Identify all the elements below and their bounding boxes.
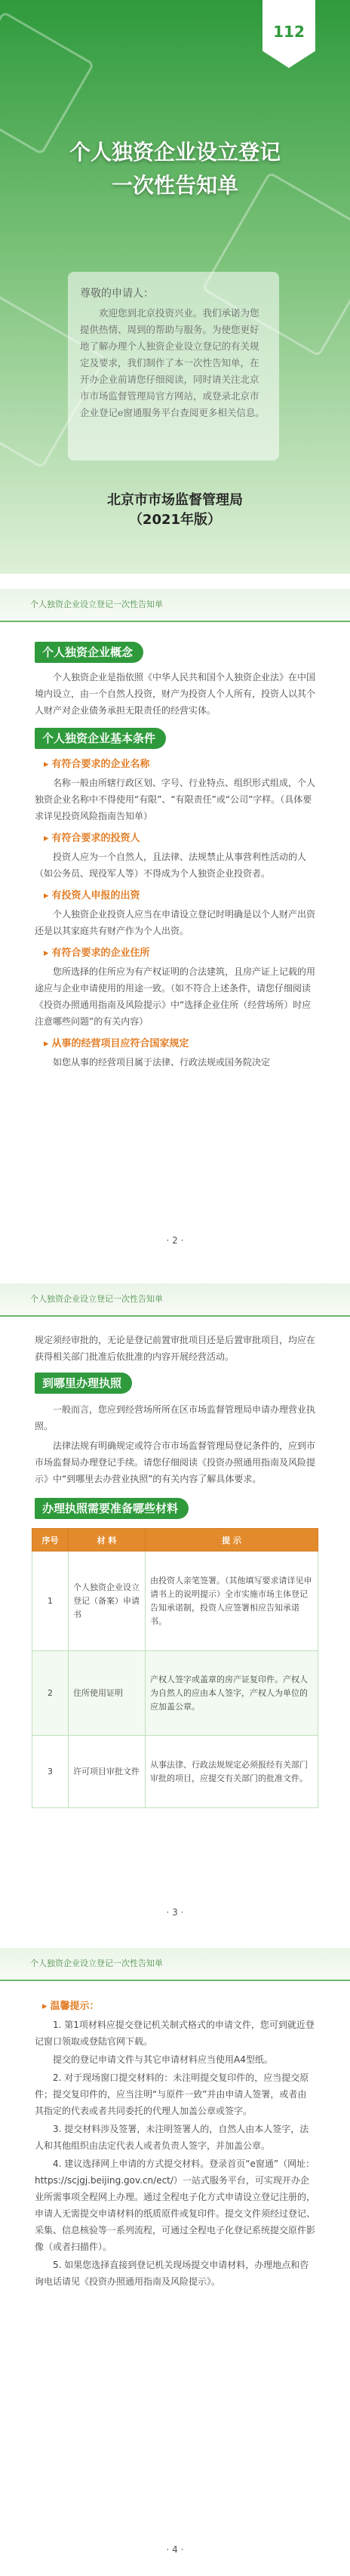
condition-business-text: 如您从事的经营项目属于法律、行政法规或国务院决定 — [53, 1057, 271, 1068]
row-tip: 由投资人亲笔签署。（其他填写要求请详见申请书上的说明提示）全市实施市场主体登记告知承诺制，投资人应签署相应告知承诺书。 — [146, 1551, 318, 1651]
condition-address-heading: ▸ 有符合要求的企业住所 — [44, 945, 350, 962]
letter-body: 欢迎您到北京投资兴业。我们承诺为您提供热情、周到的帮助与服务。为使您更好地了解办理个人独资企业设立登记的有关规定及要求，我们制作了本一次性告知单，在开办企业前请您仔细阅读，同时请关注北京市市场监督管理局官方网站，或登录北京市企业登记e窗通服务平台查阅更多相关信息。 — [80, 307, 265, 418]
page-header: 个人独资企业设立登记一次性告知单 — [0, 1283, 350, 1317]
where-text-2: 法律法规有明确规定或符合市市场监督管理局登记条件的，应到市市场监督局办理登记手续。请您仔细阅读《投资办照通用指南及风险提示》中“到哪里去办营业执照”的有关内容了解具体要求。 — [35, 1441, 316, 1484]
edition-year: （2021年版） — [128, 512, 222, 528]
section-heading-materials: 办理执照需要准备哪些材料 — [35, 1498, 189, 1519]
tip-item: 5. 如果您选择直接到登记机关现场提交申请材料，办理地点和咨询电话请见《投资办照通用指南及风险提示》。 — [35, 2260, 309, 2287]
column-header-no: 序号 — [32, 1529, 69, 1551]
condition-investor-heading: ▸ 有符合要求的投资人 — [44, 830, 350, 847]
cover-title — [0, 136, 350, 202]
table-row — [32, 1736, 318, 1808]
badge-number: 112 — [273, 23, 305, 41]
row-material: 住所使用证明 — [69, 1651, 146, 1736]
hexagon-decoration — [0, 11, 95, 155]
tip-item: 4. 建议选择网上申请的方式提交材料。登录首页“e窗通”（网址：https://scjgj.beijing.gov.cn/ect/）一站式服务平台，可实现开办企业所需事项全程网上办理。通过全程电子化方式申请设立登记注册的，申请人无需提交申请材料的纸质原件或复印件。提交文件须经过登记、采集、信息核验等一系列流程，可通过全程电子化登记系统提交原件影像（或者扫描件）。 — [35, 2158, 316, 2252]
page-number: · 3 · — [166, 1907, 184, 1918]
page-4 — [0, 1948, 350, 2576]
page-header: 个人独资企业设立登记一次性告知单 — [0, 589, 350, 622]
condition-address-text: 您所选择的住所应为有产权证明的合法建筑，且房产证上记载的用途应与企业申请使用的用途一致。（如不符合上述条件，请您仔细阅读《投资办照通用指南及风险提示》中“选择企业住所（经营场所）时应注意哪些问题”的有关内容） — [35, 966, 316, 1027]
intro-letter — [68, 272, 279, 461]
cover — [0, 0, 350, 574]
row-tip: 产权人签字或盖章的房产证复印件。产权人为自然人的应由本人签字，产权人为单位的应加盖公章。 — [146, 1651, 318, 1736]
letter-greeting: 尊敬的申请人： — [80, 288, 154, 300]
org-name: 北京市市场监督管理局 — [107, 492, 243, 508]
tip-item: 1. 第1项材料应提交登记机关制式格式的申请文件，您可到就近登记窗口领取或登陆官网下载。 — [35, 2020, 315, 2047]
section-heading-concept: 个人独资企业概念 — [35, 642, 143, 663]
column-header-material: 材 料 — [69, 1529, 146, 1551]
materials-table — [32, 1528, 318, 1808]
page-number: · 2 · — [166, 1235, 184, 1246]
row-number: 2 — [32, 1651, 69, 1736]
row-tip: 从事法律、行政法规规定必须报经有关部门审批的项目，应提交有关部门的批准文件。 — [146, 1736, 318, 1808]
table-row — [32, 1551, 318, 1651]
where-text-1: 一般而言，您应到经营场所所在区市场监督管理局申请办理营业执照。 — [35, 1404, 316, 1431]
concept-text: 个人独资企业是指依照《中华人民共和国个人独资企业法》在中国境内设立，由一个自然人投资，财产为投资人个人所有，投资人以其个人财产对企业债务承担无限责任的经营实体。 — [35, 672, 316, 716]
row-number: 3 — [32, 1736, 69, 1808]
condition-investor-text: 投资人应为一个自然人，且法律、法规禁止从事营利性活动的人（如公务员、现役军人等）不得成为个人独资企业投资者。 — [35, 852, 307, 879]
cover-organization — [0, 491, 350, 530]
column-header-tip: 提 示 — [146, 1529, 318, 1551]
cover-title-line1: 个人独资企业设立登记 — [69, 140, 281, 165]
condition-name-heading: ▸ 有符合要求的企业名称 — [44, 756, 350, 773]
business-continuation-text: 规定须经审批的，无论是登记前置审批项目还是后置审批项目，均应在获得相关部门批准后依批准的内容开展经营活动。 — [35, 1335, 316, 1362]
row-material: 许可项目审批文件 — [69, 1736, 146, 1808]
condition-capital-heading: ▸ 有投资人申报的出资 — [44, 888, 350, 904]
page-3 — [0, 1283, 350, 1933]
section-heading-where: 到哪里办理执照 — [35, 1373, 132, 1394]
page-2 — [0, 589, 350, 1268]
tip-item: 提交的登记申请文件与其它申请材料应当使用A4型纸。 — [53, 2054, 273, 2065]
page-header: 个人独资企业设立登记一次性告知单 — [0, 1948, 350, 1981]
condition-business-heading: ▸ 从事的经营项目应符合国家规定 — [44, 1036, 350, 1052]
condition-capital-text: 个人独资企业投资人应当在申请设立登记时明确是以个人财产出资还是以其家庭共有财产作为个人出资。 — [35, 909, 316, 936]
page-number: · 4 · — [166, 2544, 184, 2555]
row-material: 个人独资企业设立登记（备案）申请书 — [69, 1551, 146, 1651]
tip-item: 2. 对于现场窗口提交材料的：未注明提交复印件的，应当提交原件；提交复印件的，应当注明“与原件一致”并由申请人签署，或者由其指定的代表或者共同委托的代理人加盖公章或签字。 — [35, 2072, 309, 2116]
tips-title: ▸ 温馨提示： — [42, 1998, 350, 2012]
table-row — [32, 1651, 318, 1736]
tip-item: 3. 提交材料涉及签署，未注明签署人的，自然人由本人签字，法人和其他组织由法定代表人或者负责人签字，并加盖公章。 — [35, 2124, 309, 2151]
row-number: 1 — [32, 1551, 69, 1651]
table-header-row — [32, 1529, 318, 1551]
cover-title-line2: 一次性告知单 — [111, 173, 238, 198]
section-heading-conditions: 个人独资企业基本条件 — [35, 728, 166, 749]
condition-name-text: 名称一般由所辖行政区划、字号、行业特点、组织形式组成，个人独资企业名称中不得使用“有限”、“有限责任”或“公司”字样。（具体要求详见投资风险指南告知单） — [35, 778, 316, 821]
